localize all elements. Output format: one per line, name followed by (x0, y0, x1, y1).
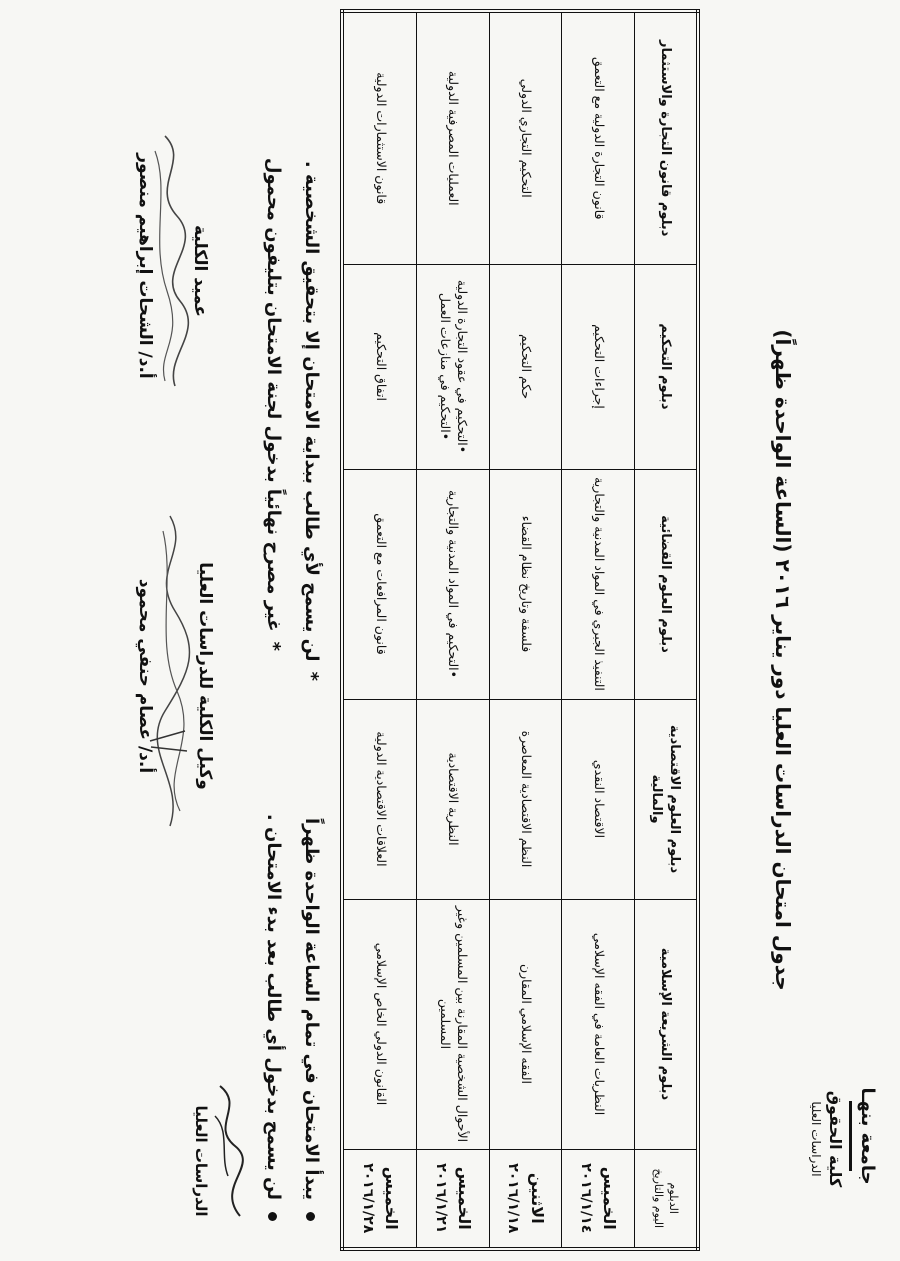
department-name: الدراسات العليا (809, 1101, 823, 1177)
day-name: الخميس (455, 1166, 475, 1230)
faculty-name: كلية الحقوق (826, 1090, 845, 1188)
table-row (342, 11, 417, 1249)
trade-cell: قانون التجارة الدولية مع التعمق (562, 11, 635, 264)
exam-notes (246, 21, 322, 1221)
table-row (562, 11, 635, 1249)
sharia-cell: النظريات العامة في الفقه الإسلامي (562, 899, 635, 1149)
note-item (301, 161, 322, 681)
trade-cell: قانون الاستثمارات الدولية (342, 11, 417, 264)
day-cell (489, 1149, 562, 1249)
arbitration-cell (417, 264, 490, 469)
university-name: جامعة بنهـا (857, 1087, 878, 1185)
exam-schedule-table (340, 9, 700, 1251)
day-date: ٢٠١٦/١/١٤ (577, 1163, 594, 1234)
arbitration-cell: حكم التحكيم (489, 264, 562, 469)
economics-cell: الاقتصاد النقدي (562, 699, 635, 899)
table-row (417, 11, 490, 1249)
day-cell (562, 1149, 635, 1249)
note-item (301, 818, 322, 1221)
sharia-cell: الفقه الإسلامي المقارن (489, 899, 562, 1149)
dean-title: عميد الكلية (190, 225, 210, 317)
day-date: ٢٠١٦/١/١٨ (505, 1163, 522, 1234)
note-item (263, 814, 284, 1221)
header-day (635, 1149, 699, 1249)
note-text: لن يسمح بدخول أي طالب بعد بدء الامتحان . (263, 813, 284, 1200)
note-text: يبدأ الامتحان في تمام الساعة الواحدة ظهراً (301, 817, 322, 1200)
sharia-cell: القانون الدولي الخاص الإسلامي (342, 899, 417, 1149)
header-trade: دبلوم قانون التجارة والاستثمار (635, 11, 699, 264)
judicial-cell: فلسفة وتاريخ نظام القضاء (489, 469, 562, 699)
day-name: الاثنين (527, 1172, 547, 1224)
judicial-item: • التحكيم في المواد المدنية والتجارية (446, 490, 461, 678)
table-header-row (635, 11, 699, 1249)
asterisk-icon: * (301, 671, 322, 681)
economics-cell: العلاقات الاقتصادية الدولية (342, 699, 417, 899)
arbitration-item: • التحكيم في عقود التجارة الدولية (453, 270, 470, 464)
header-day-label: الدبلوم اليوم والتاريخ (652, 1168, 681, 1229)
note-text: لن يسمح لأي طالب ببداية الامتحان إلا بتحقيق الشخصية . (301, 160, 322, 662)
note-text: غير مصرح نهائياً بدخول لجنة الامتحان بتليفون محمول (263, 157, 284, 632)
sharia-cell: الأحوال الشخصية المقارنة بين المسلمين وغير المسلمين (417, 899, 490, 1149)
economics-cell: النظم الاقتصادية المعاصرة (489, 699, 562, 899)
judicial-cell: التنفيذ الجبري في المواد المدنية والتجارية (562, 469, 635, 699)
arbitration-item: • التحكيم في منازعات العمل (436, 270, 453, 464)
page-title: جدول امتحان الدراسات العليا دور يناير ٢٠١٦ (الساعة الواحدة ظهراً) (771, 329, 795, 991)
trade-cell: التحكيم التجاري الدولي (489, 11, 562, 264)
header-underline (849, 1101, 852, 1171)
day-date: ٢٠١٦/١/٢٨ (359, 1163, 376, 1234)
bullet-icon (307, 1212, 316, 1221)
note-item (263, 158, 284, 651)
vice-dean-name: أ.د/ عصام حنفي محمود (135, 578, 155, 774)
grad-studies-signature (205, 1076, 250, 1226)
header-judicial: دبلوم العلوم القضائية (635, 469, 699, 699)
arbitration-cell: اتفاق التحكيم (342, 264, 417, 469)
economics-cell: النظرية الاقتصادية (417, 699, 490, 899)
header-economics: دبلوم العلوم الاقتصادية والمالية (635, 699, 699, 899)
bullet-icon (269, 1212, 278, 1221)
day-name: الخميس (382, 1166, 402, 1230)
trade-cell: العمليات المصرفية الدولية (417, 11, 490, 264)
day-date: ٢٠١٦/١/٢١ (432, 1163, 449, 1234)
arbitration-cell: إجراءات التحكيم (562, 264, 635, 469)
grad-studies-label: الدراسات العليا (192, 1105, 210, 1217)
asterisk-icon: * (263, 641, 284, 651)
table-row (489, 11, 562, 1249)
vice-dean-title: وكيل الكلية للدراسات العليا (195, 562, 215, 790)
dean-name: أ.د/ الشحات إبراهيم منصور (135, 153, 155, 379)
header-sharia: دبلوم الشريعة الإسلامية (635, 899, 699, 1149)
header-arbitration: دبلوم التحكيم (635, 264, 699, 469)
day-cell (342, 1149, 417, 1249)
day-cell (417, 1149, 490, 1249)
day-name: الخميس (600, 1166, 620, 1230)
judicial-cell: قانون المرافعات مع التعمق (342, 469, 417, 699)
judicial-cell (417, 469, 490, 699)
